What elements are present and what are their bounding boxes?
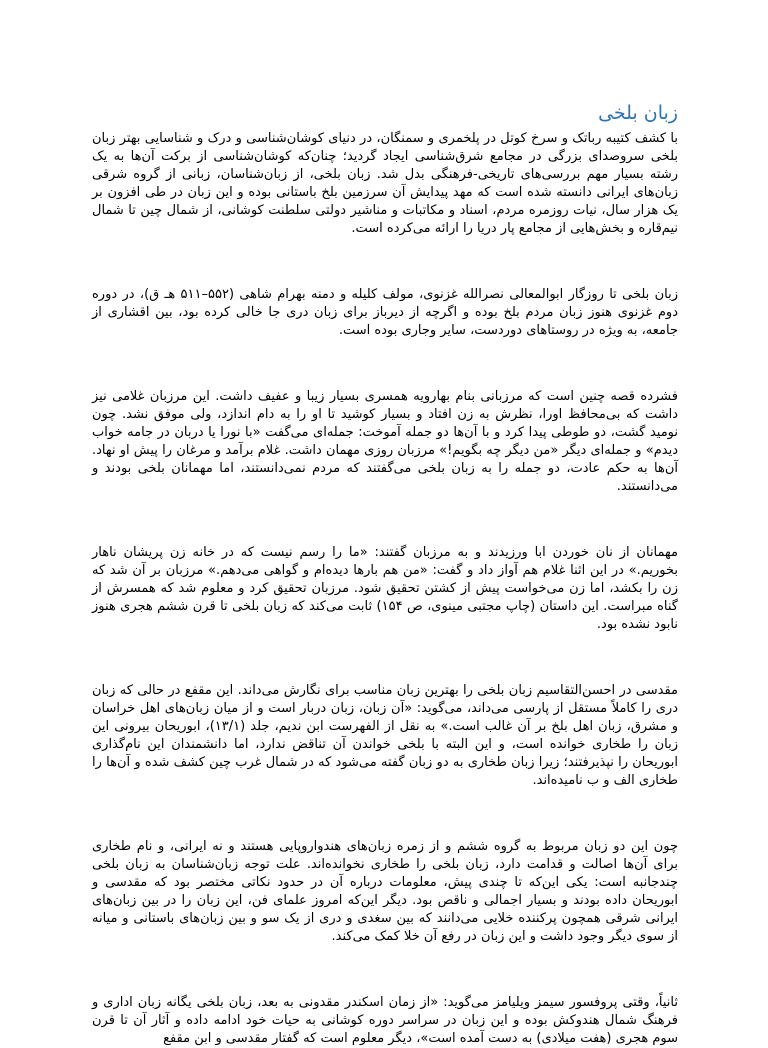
document-page: [92, 100, 678, 1048]
paragraph-5: مقدسی در احسن‌التقاسیم زبان بلخی را بهترین زبان مناسب برای نگارش می‌داند. این مقفع در حالی که زبان دری را کاملاً مستقل از پارسی می‌داند، می‌گوید: «آن زبان، زبان دربار است و از میان زبان‌های اهل خراسان و مشرق، زبان اهل بلخ بر آن غالب است.» به نقل از الفهرست ابن ندیم، جلد (۱۳/۱)، ابوریحان بیرونی این زبان را طخاری خوانده است، و این البته با بلخی خواندن آن تناقض ندارد، اما دانشمندان این نام‌گذاری ابوریحان را نپذیرفتند؛ زیرا زبان طخاری به دو زبان گفته می‌شود که در شمال غرب چین کشف شده و آن‌ها را طخاری الف و ب نامیده‌اند.: [92, 683, 678, 788]
paragraph-2: زبان بلخی تا روزگار ابوالمعالی نصرالله غزنوی، مولف کلیله و دمنه بهرام شاهی (۵۵۲–۵۱۱ هـ ق)، در دوره دوم غزنوی هنوز زبان مردم بلخ بوده و اگرچه از دیرباز برای زبان دری جا خالی کرده بود، بین اقشاری از جامعه، به ویژه در روستاهای دوردست، سایر وجاری بوده است.: [92, 287, 678, 338]
paragraph-1: با کشف کتیبه رباتک و سرخ کوتل در پلخمری و سمنگان، در دنیای کوشان‌شناسی و درک و شناسایی بهتر زبان بلخی سروصدای بزرگی در مجامع شرق‌شناسی ایجاد گردید؛ چنان‌که کوشان‌شناسی از برکت آن‌ها به یک رشته بسیار مهم بررسی‌های تاریخی-فرهنگی بدل شد. زبان بلخی، از زبان‌شناسان، زبانی از گروه شرقی زبان‌های ایرانی دانسته شده است که مهد پیدایش آن سرزمین بلخ باستانی بوده و این زبان در طی افزون بر یک هزار سال، نیات روزمره مردم، اسناد و مکاتبات و مناشیر دولتی سلطنت کوشانی، از شمال چین تا شمال نیم‌قاره و بخش‌هایی از مجامع پار دریا را ارائه می‌کرده است.: [92, 131, 678, 236]
paragraph-7: ثانیاً، وقتی پروفسور سیمز ویلیامز می‌گوید: «از زمان اسکندر مقدونی به بعد، زبان بلخی یگانه زبان اداری و فرهنگ شمال هندوکش بوده و این زبان در سراسر دوره کوشانی به حیات خود ادامه داده و آثار آن تا قرن سوم هجری (هفت میلادی) به دست آمده است»، دیگر معلوم است که گفتار مقدسی و ابن مقفع: [92, 995, 678, 1046]
paragraph-3: فشرده قصه چنین است که مرزبانی بنام بهارویه همسری بسیار زیبا و عفیف داشت. این مرزبان غلامی نیز داشت که بی‌محافظ اورا، نظرش به زن افتاد و بسیار کوشید تا او را به دام اندازد، ولی موفق نشد. چون نومید گشت، دو طوطی پیدا کرد و با آن‌ها دو جمله آموخت: جمله‌ای می‌گفت «با نورا یا دربان در جامه خواب دیدم» و جمله‌ای دیگر «من دیگر چه بگویم!» مرزبان روزی مهمان داشت. غلام برآمد و مرغان را پیش او نهاد. آن‌ها به حکم عادت، دو جمله را به زبان بلخی می‌گفتند که مردم نمی‌دانستند، اما مهمانان بلخی بودند و می‌دانستند.: [92, 389, 678, 494]
paragraph-4: مهمانان از نان خوردن ابا ورزیدند و به مرزبان گفتند: «ما را رسم نیست که در خانه زن پریشان ناهار بخوریم.» در این اثنا غلام هم آواز داد و گفت: «من هم بارها دیده‌ام و گواهی می‌دهم.» مرزبان بر آن شد که زن را بکشد، اما زن می‌خواست پیش از کشتن تحقیق شود. مرزبان تحقیق کرد و معلوم شد که همسرش از گناه مبراست. این داستان (چاپ مجتبی مینوی، ص ۱۵۴) ثابت می‌کند که زبان بلخی تا قرن ششم هجری هنوز نابود نشده بود.: [92, 545, 678, 632]
page-title: زبان بلخی: [598, 102, 678, 124]
paragraph-6: چون این دو زبان مربوط به گروه ششم و از زمره زبان‌های هندواروپایی هستند و نه ایرانی، و نام طخاری برای آن‌ها اصالت و قدامت دارد، زبان بلخی را طخاری نخوانده‌اند. علت توجه زبان‌شناسان به زبان بلخی چندجانبه است: یکی این‌که تا چندی پیش، معلومات درباره آن در حدود نکاتی مختصر بود که مقدسی و ابوریحان داده بودند و بسیار اجمالی و ناقص بود. دیگر این‌که امروز علمای فن، این زبان را در بین زبان‌های ایرانی شرقی همچون پرکننده خلایی می‌دانند که بین سغدی و دری از یک سو و بین زبان‌های باستانی و میانه از سوی دیگر وجود داشت و این زبان در رفع آن خلا کمک می‌کند.: [92, 839, 678, 944]
